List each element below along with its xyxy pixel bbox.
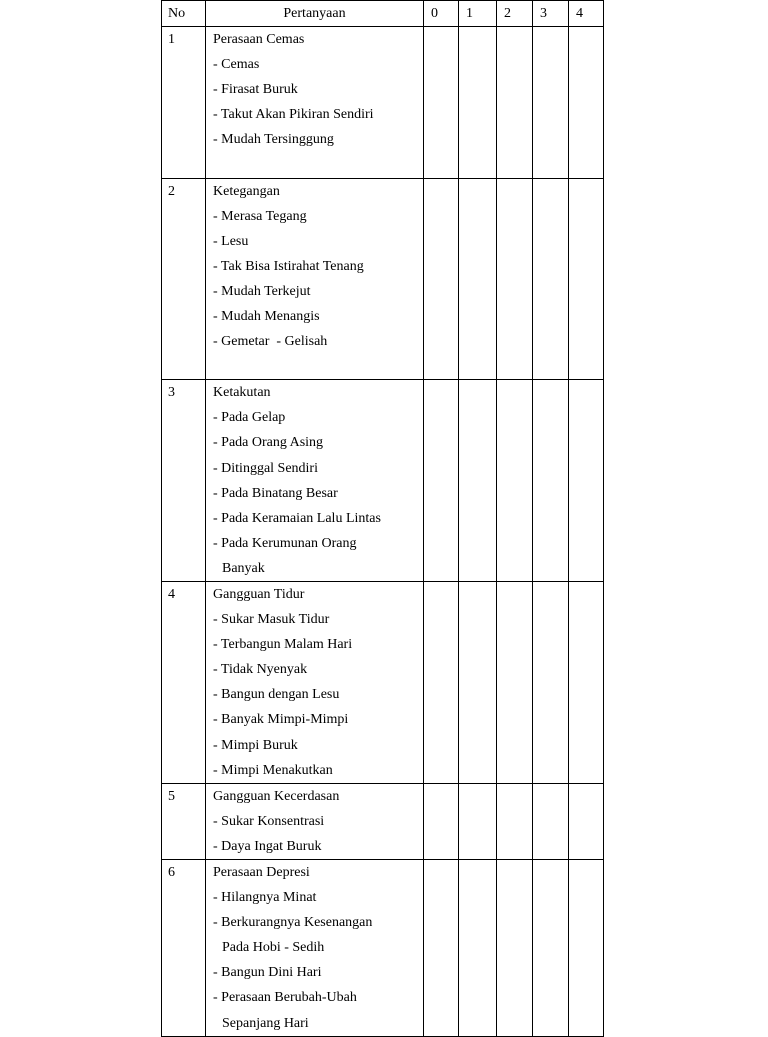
question-row: [162, 27, 604, 178]
question-symptom: - Banyak Mimpi-Mimpi: [213, 712, 349, 728]
question-number: 1: [162, 27, 206, 178]
question-row: [162, 860, 604, 1037]
question-row: [162, 178, 604, 380]
question-symptom: - Pada Kerumunan Orang: [213, 535, 357, 551]
question-symptom-continued: Pada Hobi - Sedih: [222, 940, 325, 956]
score-cell-3[interactable]: [533, 27, 569, 178]
question-symptom: - Pada Gelap: [213, 410, 286, 426]
question-row: [162, 380, 604, 582]
question-category: Gangguan Kecerdasan: [213, 788, 340, 804]
score-cell-3[interactable]: [533, 581, 569, 783]
question-symptom: - Pada Keramaian Lalu Lintas: [213, 510, 381, 526]
question-category: Ketakutan: [213, 385, 271, 401]
score-cell-0[interactable]: [424, 581, 459, 783]
question-symptom: - Lesu: [213, 233, 249, 249]
score-cell-2[interactable]: [497, 581, 533, 783]
score-cell-1[interactable]: [459, 27, 497, 178]
header-score-0: 0: [424, 1, 459, 27]
question-symptom: - Bangun dengan Lesu: [213, 687, 340, 703]
question-symptom: - Sukar Masuk Tidur: [213, 612, 330, 628]
score-cell-3[interactable]: [533, 178, 569, 380]
question-text: [206, 178, 424, 380]
score-cell-4[interactable]: [569, 27, 604, 178]
question-text: [206, 581, 424, 783]
question-symptom: - Cemas: [213, 57, 260, 73]
question-row: [162, 783, 604, 859]
question-symptom: - Sukar Konsentrasi: [213, 813, 325, 829]
question-symptom: - Terbangun Malam Hari: [213, 637, 353, 653]
header-score-1: 1: [459, 1, 497, 27]
score-cell-0[interactable]: [424, 178, 459, 380]
question-number: 6: [162, 860, 206, 1037]
question-symptom: - Perasaan Berubah-Ubah: [213, 990, 357, 1006]
question-symptom: - Tak Bisa Istirahat Tenang: [213, 258, 364, 274]
header-no: No: [162, 1, 206, 27]
score-cell-4[interactable]: [569, 860, 604, 1037]
question-symptom-continued: Banyak: [222, 560, 265, 576]
question-symptom: - Gemetar - Gelisah: [213, 334, 328, 350]
score-cell-1[interactable]: [459, 783, 497, 859]
blank-line: [213, 354, 423, 379]
blank-line: [213, 153, 423, 178]
score-cell-2[interactable]: [497, 783, 533, 859]
question-symptom: - Mimpi Buruk: [213, 737, 298, 753]
score-cell-3[interactable]: [533, 380, 569, 582]
score-cell-2[interactable]: [497, 860, 533, 1037]
score-cell-1[interactable]: [459, 860, 497, 1037]
score-cell-0[interactable]: [424, 27, 459, 178]
score-cell-0[interactable]: [424, 860, 459, 1037]
question-text: [206, 27, 424, 178]
score-cell-2[interactable]: [497, 27, 533, 178]
question-number: 2: [162, 178, 206, 380]
header-row: [162, 1, 604, 27]
question-symptom: - Berkurangnya Kesenangan: [213, 915, 373, 931]
question-text: [206, 380, 424, 582]
question-symptom: - Daya Ingat Buruk: [213, 838, 322, 854]
header-score-2: 2: [497, 1, 533, 27]
question-symptom: - Mudah Terkejut: [213, 283, 311, 299]
question-symptom-continued: Sepanjang Hari: [222, 1015, 309, 1031]
question-symptom: - Mudah Tersinggung: [213, 132, 334, 148]
header-score-3: 3: [533, 1, 569, 27]
score-cell-4[interactable]: [569, 783, 604, 859]
question-symptom: - Takut Akan Pikiran Sendiri: [213, 107, 374, 123]
question-symptom: - Pada Orang Asing: [213, 435, 324, 451]
question-symptom: - Hilangnya Minat: [213, 890, 317, 906]
question-symptom: - Mudah Menangis: [213, 309, 320, 325]
score-cell-1[interactable]: [459, 178, 497, 380]
score-cell-3[interactable]: [533, 783, 569, 859]
questionnaire-sheet: [161, 0, 604, 1037]
question-text: [206, 783, 424, 859]
score-cell-2[interactable]: [497, 380, 533, 582]
question-number: 5: [162, 783, 206, 859]
header-question: Pertanyaan: [206, 1, 424, 27]
question-number: 3: [162, 380, 206, 582]
question-symptom: - Tidak Nyenyak: [213, 662, 308, 678]
question-category: Ketegangan: [213, 183, 280, 199]
header-score-4: 4: [569, 1, 604, 27]
question-number: 4: [162, 581, 206, 783]
question-symptom: - Firasat Buruk: [213, 82, 298, 98]
score-cell-4[interactable]: [569, 581, 604, 783]
anxiety-questionnaire-table: [161, 0, 604, 1037]
question-symptom: - Mimpi Menakutkan: [213, 762, 333, 778]
question-row: [162, 581, 604, 783]
question-category: Perasaan Depresi: [213, 865, 310, 880]
score-cell-0[interactable]: [424, 783, 459, 859]
score-cell-4[interactable]: [569, 178, 604, 380]
question-category: Gangguan Tidur: [213, 586, 305, 602]
score-cell-3[interactable]: [533, 860, 569, 1037]
question-symptom: - Bangun Dini Hari: [213, 965, 322, 981]
question-category: Perasaan Cemas: [213, 32, 305, 48]
score-cell-1[interactable]: [459, 581, 497, 783]
question-symptom: - Ditinggal Sendiri: [213, 460, 318, 476]
score-cell-2[interactable]: [497, 178, 533, 380]
question-symptom: - Pada Binatang Besar: [213, 485, 338, 501]
score-cell-4[interactable]: [569, 380, 604, 582]
score-cell-1[interactable]: [459, 380, 497, 582]
score-cell-0[interactable]: [424, 380, 459, 582]
question-text: [206, 860, 424, 1037]
question-symptom: - Merasa Tegang: [213, 208, 307, 224]
